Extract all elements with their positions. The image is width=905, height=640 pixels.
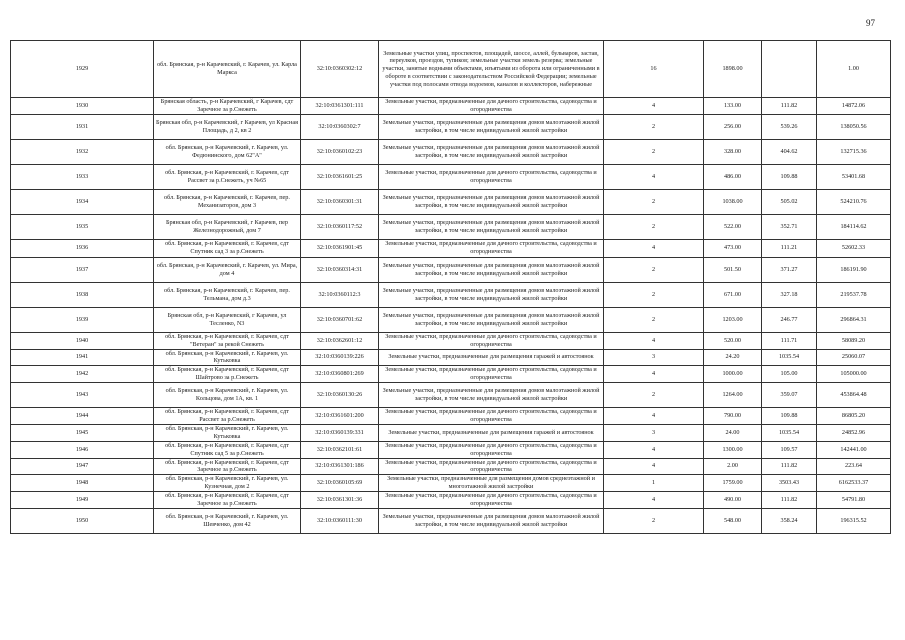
row-group: 2 xyxy=(604,282,704,307)
row-number: 1949 xyxy=(11,491,154,508)
row-cadastral-number: 32:10:0362601:12 xyxy=(301,332,379,349)
row-area: 1759.00 xyxy=(704,475,762,492)
row-land-use: Земельные участки, предназначенные для дачного строительства, садоводства и огородничества xyxy=(379,332,604,349)
row-cadastral-number: 32:10:0361301:111 xyxy=(301,98,379,115)
row-number: 1936 xyxy=(11,239,154,257)
row-group: 16 xyxy=(604,41,704,98)
row-land-use: Земельные участки, предназначенные для дачного строительства, садоводства и огородничества xyxy=(379,408,604,425)
row-cadastral-number: 32:10:0362101:61 xyxy=(301,441,379,458)
row-area: 1300.00 xyxy=(704,441,762,458)
row-number: 1938 xyxy=(11,282,154,307)
row-cadastral-value: 453864.48 xyxy=(817,383,891,408)
table-row xyxy=(11,257,891,282)
row-rate: 404.62 xyxy=(762,139,817,164)
row-cadastral-value: 1.00 xyxy=(817,41,891,98)
table-row xyxy=(11,458,891,475)
row-address: Брянская обл, р-н Карачевский, г Карачев, ул Красная Площадь, д 2, кв 2 xyxy=(154,114,301,139)
row-area: 671.00 xyxy=(704,282,762,307)
row-cadastral-value: 24852.96 xyxy=(817,425,891,442)
row-area: 473.00 xyxy=(704,239,762,257)
row-land-use: Земельные участки, предназначенные для размещения домов малоэтажной жилой застройки, в том числе индивидуальной жилой застройки xyxy=(379,139,604,164)
row-group: 3 xyxy=(604,425,704,442)
row-cadastral-value: 6162533.37 xyxy=(817,475,891,492)
row-number: 1942 xyxy=(11,366,154,383)
row-number: 1929 xyxy=(11,41,154,98)
row-cadastral-number: 32:10:0360302:12 xyxy=(301,41,379,98)
page-number: 97 xyxy=(866,18,875,28)
row-number: 1937 xyxy=(11,257,154,282)
row-address: обл. Брянская, р-н Карачевский, г. Карачев, ул. Кутьковка xyxy=(154,349,301,366)
row-address: обл. Брянская, р-н Карачевский, г. Карачев, сдт "Ветеран" за рекой Снежеть xyxy=(154,332,301,349)
table-row xyxy=(11,508,891,533)
row-rate: 109.88 xyxy=(762,164,817,189)
row-group: 4 xyxy=(604,332,704,349)
row-cadastral-value: 196315.52 xyxy=(817,508,891,533)
row-cadastral-value: 54791.80 xyxy=(817,491,891,508)
row-group: 2 xyxy=(604,257,704,282)
row-area: 2.00 xyxy=(704,458,762,475)
row-group: 1 xyxy=(604,475,704,492)
row-area: 328.00 xyxy=(704,139,762,164)
row-area: 522.00 xyxy=(704,214,762,239)
row-number: 1947 xyxy=(11,458,154,475)
row-cadastral-value: 53401.68 xyxy=(817,164,891,189)
table-row xyxy=(11,189,891,214)
row-cadastral-number: 32:10:0361601:25 xyxy=(301,164,379,189)
row-number: 1934 xyxy=(11,189,154,214)
row-group: 4 xyxy=(604,98,704,115)
table-row xyxy=(11,383,891,408)
row-land-use: Земельные участки, предназначенные для дачного строительства, садоводства и огородничества xyxy=(379,164,604,189)
row-rate: 111.82 xyxy=(762,491,817,508)
row-number: 1932 xyxy=(11,139,154,164)
row-cadastral-number: 32:10:0360112:3 xyxy=(301,282,379,307)
row-rate: 539.26 xyxy=(762,114,817,139)
row-cadastral-value: 223.64 xyxy=(817,458,891,475)
row-rate: 105.00 xyxy=(762,366,817,383)
row-cadastral-value: 142441.00 xyxy=(817,441,891,458)
row-address: обл. Брянская, р-н Карачевский, г. Карачев, ул. Мира, дом 4 xyxy=(154,257,301,282)
row-land-use: Земельные участки, предназначенные для размещения домов малоэтажной жилой застройки, в том числе индивидуальной жилой застройки xyxy=(379,282,604,307)
table-row xyxy=(11,332,891,349)
row-cadastral-number: 32:10:0360301:31 xyxy=(301,189,379,214)
row-group: 2 xyxy=(604,189,704,214)
row-address: обл. Брянская, р-н Карачевский, г. Карачев, ул. Федюнинского, дом 62"А" xyxy=(154,139,301,164)
row-cadastral-number: 32:10:0360314:31 xyxy=(301,257,379,282)
table-row xyxy=(11,114,891,139)
row-cadastral-value: 86805.20 xyxy=(817,408,891,425)
row-group: 4 xyxy=(604,458,704,475)
row-rate: 111.71 xyxy=(762,332,817,349)
row-area: 520.00 xyxy=(704,332,762,349)
row-land-use: Земельные участки, предназначенные для размещения гаражей и автостоянок xyxy=(379,425,604,442)
row-cadastral-number: 32:10:0360105:69 xyxy=(301,475,379,492)
row-number: 1940 xyxy=(11,332,154,349)
row-cadastral-value: 132715.36 xyxy=(817,139,891,164)
row-rate: 1035.54 xyxy=(762,349,817,366)
row-land-use: Земельные участки, предназначенные для дачного строительства, садоводства и огородничества xyxy=(379,366,604,383)
row-cadastral-value: 219537.78 xyxy=(817,282,891,307)
row-group: 4 xyxy=(604,366,704,383)
row-cadastral-value: 58089.20 xyxy=(817,332,891,349)
row-address: обл. Брянская, р-н Карачевский, г. Карачев, ул. Кольцова, дом 1А, кв. 1 xyxy=(154,383,301,408)
row-address: обл. Брянская, р-н Карачевский, г. Карачев, сдт Спутник сад 5 за р.Снежеть xyxy=(154,441,301,458)
row-cadastral-value: 296864.31 xyxy=(817,307,891,332)
row-number: 1944 xyxy=(11,408,154,425)
table-row xyxy=(11,475,891,492)
table-row xyxy=(11,307,891,332)
table-row xyxy=(11,491,891,508)
table-row xyxy=(11,139,891,164)
row-cadastral-number: 32:10:0360139:226 xyxy=(301,349,379,366)
row-cadastral-number: 32:10:0360102:23 xyxy=(301,139,379,164)
table-row xyxy=(11,41,891,98)
row-number: 1948 xyxy=(11,475,154,492)
table-row xyxy=(11,164,891,189)
row-area: 24.20 xyxy=(704,349,762,366)
row-land-use: Земельные участки, предназначенные для дачного строительства, садоводства и огородничества xyxy=(379,239,604,257)
row-rate: 109.57 xyxy=(762,441,817,458)
row-number: 1946 xyxy=(11,441,154,458)
row-address: обл. Брянская, р-н Карачевский, г. Карачев, ул. Карла Маркса xyxy=(154,41,301,98)
row-address: обл. Брянская, р-н Карачевский, г. Карачев, сдт Рассвет за р.Снежеть, уч №65 xyxy=(154,164,301,189)
table-row xyxy=(11,349,891,366)
row-group: 4 xyxy=(604,164,704,189)
table-row xyxy=(11,98,891,115)
row-land-use: Земельные участки, предназначенные для размещения домов малоэтажной жилой застройки, в том числе индивидуальной жилой застройки xyxy=(379,383,604,408)
row-rate: 111.21 xyxy=(762,239,817,257)
land-plot-table xyxy=(10,40,891,534)
row-address: обл. Брянская, р-н Карачевский, г. Карачев, ул. Шевченко, дом 42 xyxy=(154,508,301,533)
row-area: 1898.00 xyxy=(704,41,762,98)
row-area: 1000.00 xyxy=(704,366,762,383)
row-number: 1933 xyxy=(11,164,154,189)
row-area: 133.00 xyxy=(704,98,762,115)
row-address: обл. Брянская, р-н Карачевский, г. Карачев, ул. Кузнечная, дом 2 xyxy=(154,475,301,492)
row-cadastral-number: 32:10:0361301:186 xyxy=(301,458,379,475)
row-cadastral-value: 25060.07 xyxy=(817,349,891,366)
row-rate: 246.77 xyxy=(762,307,817,332)
row-rate: 505.02 xyxy=(762,189,817,214)
row-cadastral-number: 32:10:0361901:45 xyxy=(301,239,379,257)
row-group: 2 xyxy=(604,383,704,408)
row-area: 1264.00 xyxy=(704,383,762,408)
row-area: 1203.00 xyxy=(704,307,762,332)
row-group: 4 xyxy=(604,239,704,257)
row-cadastral-value: 105000.00 xyxy=(817,366,891,383)
row-address: обл. Брянская, р-н Карачевский, г. Карачев, сдт Рассвет за р.Снежеть xyxy=(154,408,301,425)
row-land-use: Земельные участки, предназначенные для размещения домов малоэтажной жилой застройки, в том числе индивидуальной жилой застройки xyxy=(379,189,604,214)
row-area: 24.00 xyxy=(704,425,762,442)
row-rate: 359.07 xyxy=(762,383,817,408)
row-rate: 111.82 xyxy=(762,458,817,475)
row-rate xyxy=(762,41,817,98)
row-address: обл. Брянская, р-н Карачевский, г. Карачев, пер. Механизаторов, дом 3 xyxy=(154,189,301,214)
row-address: обл. Брянская, р-н Карачевский, г. Карачев, сдт Заречное за р.Снежеть xyxy=(154,491,301,508)
row-land-use: Земельные участки, предназначенные для размещения домов малоэтажной жилой застройки, в том числе индивидуальной жилой застройки xyxy=(379,114,604,139)
row-cadastral-number: 32:10:0360701:62 xyxy=(301,307,379,332)
row-group: 3 xyxy=(604,349,704,366)
row-area: 790.00 xyxy=(704,408,762,425)
row-address: обл. Брянская, р-н Карачевский, г. Карачев, сдт Шайтрово за р.Снежеть xyxy=(154,366,301,383)
row-land-use: Земельные участки, предназначенные для дачного строительства, садоводства и огородничества xyxy=(379,441,604,458)
row-rate: 111.82 xyxy=(762,98,817,115)
row-group: 2 xyxy=(604,214,704,239)
row-land-use: Земельные участки, предназначенные для размещения домов малоэтажной жилой застройки, в том числе индивидуальной жилой застройки xyxy=(379,257,604,282)
row-land-use: Земельные участки, предназначенные для дачного строительства, садоводства и огородничества xyxy=(379,458,604,475)
row-area: 1038.00 xyxy=(704,189,762,214)
row-cadastral-number: 32:10:0360117:52 xyxy=(301,214,379,239)
row-group: 2 xyxy=(604,508,704,533)
row-address: Брянская обл, р-н Карачевский, г Карачев, пер Железнодорожный, дом 7 xyxy=(154,214,301,239)
row-address: Брянская область, р-н Карачевский, г Карачев, сдт Заречное за р.Снежеть xyxy=(154,98,301,115)
row-number: 1931 xyxy=(11,114,154,139)
row-cadastral-number: 32:10:0360801:269 xyxy=(301,366,379,383)
row-area: 256.00 xyxy=(704,114,762,139)
row-cadastral-number: 32:10:0360139:331 xyxy=(301,425,379,442)
row-address: обл. Брянская, р-н Карачевский, г. Карачев, пер. Тельмана, дом д.3 xyxy=(154,282,301,307)
row-cadastral-number: 32:10:0361301:36 xyxy=(301,491,379,508)
row-cadastral-value: 138050.56 xyxy=(817,114,891,139)
row-rate: 1035.54 xyxy=(762,425,817,442)
row-area: 490.00 xyxy=(704,491,762,508)
row-group: 4 xyxy=(604,441,704,458)
row-number: 1943 xyxy=(11,383,154,408)
row-area: 548.00 xyxy=(704,508,762,533)
row-rate: 109.88 xyxy=(762,408,817,425)
row-area: 501.50 xyxy=(704,257,762,282)
row-cadastral-value: 186191.90 xyxy=(817,257,891,282)
row-number: 1941 xyxy=(11,349,154,366)
row-address: обл. Брянская, р-н Карачевский, г. Карачев, ул. Кутьковка xyxy=(154,425,301,442)
row-cadastral-value: 52602.33 xyxy=(817,239,891,257)
row-land-use: Земельные участки, предназначенные для размещения гаражей и автостоянок xyxy=(379,349,604,366)
table-row xyxy=(11,239,891,257)
row-rate: 371.27 xyxy=(762,257,817,282)
table-row xyxy=(11,425,891,442)
row-number: 1950 xyxy=(11,508,154,533)
row-group: 4 xyxy=(604,491,704,508)
row-cadastral-value: 184114.62 xyxy=(817,214,891,239)
row-number: 1939 xyxy=(11,307,154,332)
row-address: обл. Брянская, р-н Карачевский, г. Карачев, сдт Спутник сад 3 за р.Снежеть xyxy=(154,239,301,257)
row-land-use: Земельные участки, предназначенные для размещения домов малоэтажной жилой застройки, в том числе индивидуальной жилой застройки xyxy=(379,508,604,533)
row-cadastral-number: 32:10:0361601:200 xyxy=(301,408,379,425)
row-land-use: Земельные участки улиц, проспектов, площадей, шоссе, аллей, бульваров, застав, переулков, проездов, тупиков; земельные участки земель резерва; земельные участки, занятые водными объектами, изъятыми из оборота или ограниченными в обороте в соответствии с законодательством Российской Федерации; земельные участки под полосами отвода водоемов, каналов и коллекторов, набережные xyxy=(379,41,604,98)
row-group: 2 xyxy=(604,114,704,139)
row-land-use: Земельные участки, предназначенные для дачного строительства, садоводства и огородничества xyxy=(379,491,604,508)
row-cadastral-number: 32:10:0360111:30 xyxy=(301,508,379,533)
row-number: 1930 xyxy=(11,98,154,115)
row-cadastral-number: 32:10:0360302:7 xyxy=(301,114,379,139)
table-row xyxy=(11,366,891,383)
row-group: 2 xyxy=(604,139,704,164)
row-land-use: Земельные участки, предназначенные для дачного строительства, садоводства и огородничества xyxy=(379,98,604,115)
row-number: 1945 xyxy=(11,425,154,442)
row-cadastral-number: 32:10:0360130:26 xyxy=(301,383,379,408)
row-land-use: Земельные участки, предназначенные для размещения домов среднеэтажной и многоэтажной жилой застройки xyxy=(379,475,604,492)
row-group: 4 xyxy=(604,408,704,425)
row-address: обл. Брянская, р-н Карачевский, г. Карачев, сдт Заречное за р.Снежеть xyxy=(154,458,301,475)
row-rate: 327.18 xyxy=(762,282,817,307)
table-row xyxy=(11,214,891,239)
row-rate: 3503.43 xyxy=(762,475,817,492)
row-cadastral-value: 14872.06 xyxy=(817,98,891,115)
row-address: Брянская обл, р-н Карачевский, г Карачев, ул Тесленко, N3 xyxy=(154,307,301,332)
row-group: 2 xyxy=(604,307,704,332)
row-area: 486.00 xyxy=(704,164,762,189)
row-number: 1935 xyxy=(11,214,154,239)
row-rate: 352.71 xyxy=(762,214,817,239)
row-cadastral-value: 524210.76 xyxy=(817,189,891,214)
row-land-use: Земельные участки, предназначенные для размещения домов малоэтажной жилой застройки, в том числе индивидуальной жилой застройки xyxy=(379,307,604,332)
table-row xyxy=(11,282,891,307)
row-rate: 358.24 xyxy=(762,508,817,533)
table-row xyxy=(11,441,891,458)
row-land-use: Земельные участки, предназначенные для размещения домов малоэтажной жилой застройки, в том числе индивидуальной жилой застройки xyxy=(379,214,604,239)
table-row xyxy=(11,408,891,425)
